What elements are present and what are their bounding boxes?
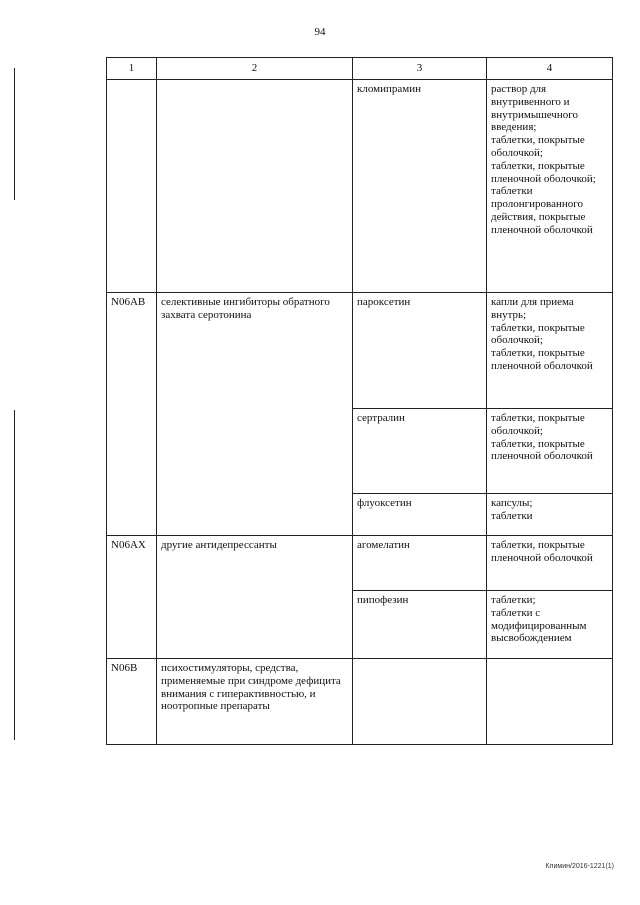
atc-code-cell: [107, 80, 157, 293]
dosage-form: таблетки, покрытые оболочкой;: [491, 134, 585, 159]
dosage-forms-cell: [487, 591, 613, 659]
table-row: [107, 536, 613, 591]
dosage-form: таблетки, покрытые оболочкой;: [491, 321, 585, 347]
dosage-form: капсулы;: [491, 497, 533, 509]
dosage-form: таблетки: [491, 509, 533, 522]
margin-line-top: [14, 68, 15, 200]
drug-name-cell: флуоксетин: [353, 494, 487, 536]
dosage-forms-cell: [487, 409, 613, 494]
page-number: 94: [314, 26, 326, 38]
table-row: [107, 80, 613, 293]
atc-code-cell: N06AB: [107, 293, 157, 536]
dosage-form: таблетки, покрытые пленочной оболочкой;: [491, 159, 596, 185]
dosage-forms-cell: [487, 494, 613, 536]
group-cell: психостимуляторы, средства, применяемые при синдроме дефицита внимания с гиперактивностью, и ноотропные препараты: [157, 659, 353, 745]
dosage-forms-cell: [487, 293, 613, 409]
drug-name-cell: пипофезин: [353, 591, 487, 659]
atc-code-cell: N06B: [107, 659, 157, 745]
dosage-form: таблетки, покрытые пленочной оболочкой: [491, 347, 593, 372]
dosage-form: таблетки, покрытые оболочкой;: [491, 412, 585, 437]
dosage-form: раствор для внутривенного и внутримышечного введения;: [491, 83, 578, 134]
header-col-1: 1: [107, 58, 157, 80]
dosage-form: таблетки;: [491, 594, 536, 606]
header-col-3: 3: [353, 58, 487, 80]
header-col-4: 4: [487, 58, 613, 80]
header-col-2: 2: [157, 58, 353, 80]
drug-name-cell: [353, 659, 487, 745]
group-cell: селективные ингибиторы обратного захвата серотонина: [157, 293, 353, 536]
margin-line-bottom: [14, 410, 15, 740]
group-cell: другие антидепрессанты: [157, 536, 353, 659]
drug-name-cell: сертралин: [353, 409, 487, 494]
atc-code-cell: N06AX: [107, 536, 157, 659]
document-footer-code: Климин/2016-1221(1): [545, 863, 614, 870]
group-cell: [157, 80, 353, 293]
drug-name-cell: кломипрамин: [353, 80, 487, 293]
drug-table: [106, 57, 613, 745]
dosage-forms-cell: [487, 659, 613, 745]
table-header-row: [107, 58, 613, 80]
dosage-form: таблетки, покрытые пленочной оболочкой: [491, 437, 593, 463]
drug-name-cell: пароксетин: [353, 293, 487, 409]
dosage-forms-cell: [487, 536, 613, 591]
table-row: [107, 659, 613, 745]
dosage-forms-cell: [487, 80, 613, 293]
dosage-form: таблетки, покрытые пленочной оболочкой: [491, 539, 593, 564]
drug-name-cell: агомелатин: [353, 536, 487, 591]
dosage-form: таблетки с модифицированным высвобождением: [491, 606, 587, 645]
dosage-form: таблетки пролонгированного действия, покрытые пленочной оболочкой: [491, 185, 593, 236]
table-row: [107, 293, 613, 409]
dosage-form: капли для приема внутрь;: [491, 296, 574, 321]
